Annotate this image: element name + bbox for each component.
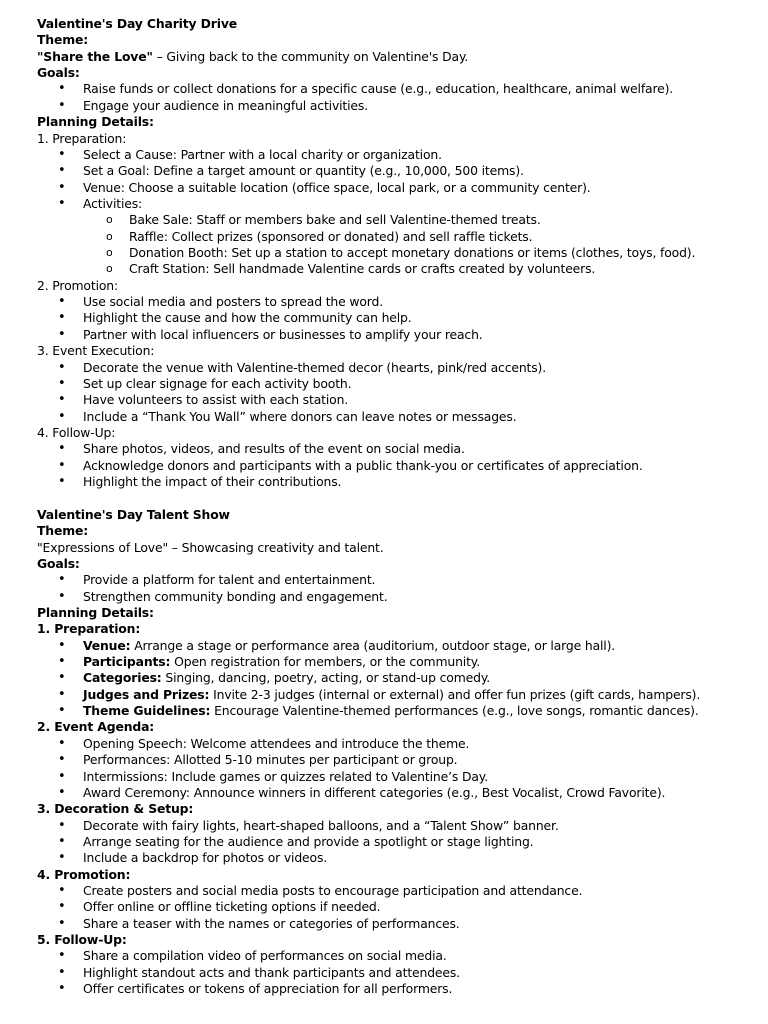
talent-prep-item — [37, 638, 768, 654]
charity-title: Valentine's Day Charity Drive — [37, 16, 237, 31]
talent-prep-item — [37, 703, 768, 719]
talent-prep-item — [37, 654, 768, 670]
talent-prep-label: Judges and Prizes: — [83, 686, 210, 702]
talent-follow-heading: 5. Follow-Up: — [37, 932, 127, 948]
charity-activity-item: o Bake Sale: Staff or members bake and sell Valentine-themed treats. — [37, 212, 768, 228]
charity-follow-item: • Acknowledge donors and participants with a public thank-you or certificates of appreciation. — [37, 458, 768, 474]
charity-prep-heading: 1. Preparation: — [37, 130, 127, 146]
charity-follow-item: • Highlight the impact of their contributions. — [37, 474, 768, 490]
charity-exec-item: • Decorate the venue with Valentine-themed decor (hearts, pink/red accents). — [37, 360, 768, 376]
talent-promo-item: • Offer online or offline ticketing options if needed. — [37, 899, 768, 915]
talent-decor-heading: 3. Decoration & Setup: — [37, 801, 194, 817]
charity-promo-item: • Use social media and posters to spread the word. — [37, 294, 768, 310]
talent-promo-heading: 4. Promotion: — [37, 866, 131, 882]
talent-prep-text: Encourage Valentine-themed performances (e.g., love songs, romantic dances). — [210, 703, 699, 719]
charity-exec-item: • Have volunteers to assist with each station. — [37, 392, 768, 408]
talent-agenda-item: • Intermissions: Include games or quizzes related to Valentine’s Day. — [37, 769, 768, 785]
talent-promo-item: • Create posters and social media posts to encourage participation and attendance. — [37, 883, 768, 899]
talent-agenda-heading: 2. Event Agenda: — [37, 719, 155, 735]
talent-prep-item — [37, 687, 768, 703]
charity-prep-item: • Venue: Choose a suitable location (office space, local park, or a community center). — [37, 180, 768, 196]
charity-promo-item: • Highlight the cause and how the community can help. — [37, 310, 768, 326]
charity-follow-item: • Share photos, videos, and results of the event on social media. — [37, 441, 768, 457]
charity-promo-item: • Partner with local influencers or businesses to amplify your reach. — [37, 327, 768, 343]
charity-activity-item: o Donation Booth: Set up a station to accept monetary donations or items (clothes, toys, food). — [37, 245, 768, 261]
talent-decor-item: • Include a backdrop for photos or videos. — [37, 850, 768, 866]
talent-prep-text: Invite 2-3 judges (internal or external) and offer fun prizes (gift cards, hampers). — [209, 686, 701, 702]
talent-goal-item: • Strengthen community bonding and engagement. — [37, 589, 768, 605]
talent-promo-item: • Share a teaser with the names or categories of performances. — [37, 916, 768, 932]
talent-prep-heading: 1. Preparation: — [37, 621, 141, 637]
charity-exec-heading: 3. Event Execution: — [37, 343, 155, 359]
charity-activity-item: o Raffle: Collect prizes (sponsored or donated) and sell raffle tickets. — [37, 229, 768, 245]
talent-agenda-item: • Award Ceremony: Announce winners in different categories (e.g., Best Vocalist, Crowd Favorite). — [37, 785, 768, 801]
talent-goals-label: Goals: — [37, 555, 80, 571]
talent-decor-item: • Arrange seating for the audience and provide a spotlight or stage lighting. — [37, 834, 768, 850]
talent-planning-label: Planning Details: — [37, 604, 154, 620]
talent-decor-item: • Decorate with fairy lights, heart-shaped balloons, and a “Talent Show” banner. — [37, 818, 768, 834]
section-spacer — [37, 490, 768, 506]
charity-prep-item: • Activities: — [37, 196, 768, 212]
talent-prep-label: Venue: — [83, 637, 131, 653]
talent-theme-text: "Expressions of Love" – Showcasing creativity and talent. — [37, 539, 384, 555]
charity-theme-line — [37, 49, 768, 65]
talent-prep-item — [37, 670, 768, 686]
charity-activity-item: o Craft Station: Sell handmade Valentine cards or crafts created by volunteers. — [37, 261, 768, 277]
charity-goals-label: Goals: — [37, 65, 80, 81]
charity-exec-item: • Set up clear signage for each activity booth. — [37, 376, 768, 392]
charity-goal-item: • Engage your audience in meaningful activities. — [37, 98, 768, 114]
talent-agenda-item: • Opening Speech: Welcome attendees and introduce the theme. — [37, 736, 768, 752]
charity-theme-label: Theme: — [37, 32, 89, 48]
charity-prep-item: • Set a Goal: Define a target amount or quantity (e.g., 10,000, 500 items). — [37, 163, 768, 179]
charity-exec-item: • Include a “Thank You Wall” where donors can leave notes or messages. — [37, 409, 768, 425]
charity-theme-name: "Share the Love" — [37, 48, 153, 64]
charity-planning-label: Planning Details: — [37, 114, 154, 130]
talent-prep-text: Open registration for members, or the community. — [170, 654, 480, 670]
talent-follow-item: • Offer certificates or tokens of appreciation for all performers. — [37, 981, 768, 997]
talent-follow-item: • Highlight standout acts and thank participants and attendees. — [37, 965, 768, 981]
charity-theme-text: – Giving back to the community on Valentine's Day. — [152, 48, 469, 64]
talent-prep-label: Theme Guidelines: — [83, 703, 211, 719]
talent-follow-item: • Share a compilation video of performances on social media. — [37, 948, 768, 964]
charity-goal-item: • Raise funds or collect donations for a specific cause (e.g., education, healthcare, animal welfare). — [37, 81, 768, 97]
talent-theme-label: Theme: — [37, 523, 89, 539]
talent-prep-label: Categories: — [83, 670, 162, 686]
talent-prep-label: Participants: — [83, 654, 171, 670]
talent-prep-text: Singing, dancing, poetry, acting, or stand-up comedy. — [161, 670, 491, 686]
charity-prep-item: • Select a Cause: Partner with a local charity or organization. — [37, 147, 768, 163]
talent-goal-item: • Provide a platform for talent and entertainment. — [37, 572, 768, 588]
talent-prep-text: Arrange a stage or performance area (auditorium, outdoor stage, or large hall). — [130, 637, 616, 653]
talent-agenda-item: • Performances: Allotted 5-10 minutes per participant or group. — [37, 752, 768, 768]
charity-follow-heading: 4. Follow-Up: — [37, 424, 116, 440]
talent-title: Valentine's Day Talent Show — [37, 506, 230, 522]
charity-promo-heading: 2. Promotion: — [37, 277, 119, 293]
